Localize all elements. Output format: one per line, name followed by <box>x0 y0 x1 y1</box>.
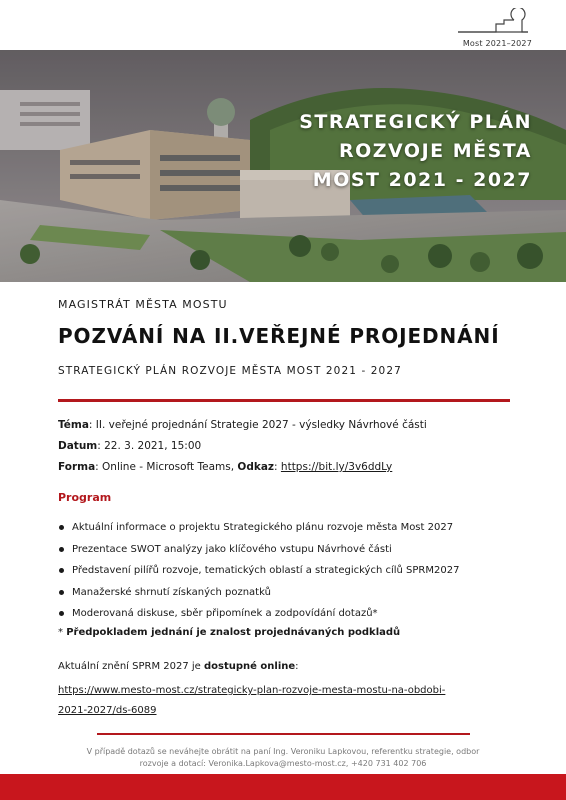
info-tema <box>58 419 427 431</box>
info-forma <box>58 461 392 473</box>
forma-label: Forma <box>58 461 96 473</box>
tema-value: : II. veřejné projednání Strategie 2027 - výsledky Návrhové části <box>88 419 427 431</box>
program-item <box>58 603 459 625</box>
hero-title-line-3: MOST 2021 - 2027 <box>312 169 532 191</box>
page-title: POZVÁNÍ NA II.VEŘEJNÉ PROJEDNÁNÍ <box>58 324 500 348</box>
odkaz-separator: : <box>274 461 281 473</box>
bottom-red-bar <box>0 774 566 800</box>
program-item <box>58 517 459 539</box>
datum-value: : 22. 3. 2021, 15:00 <box>97 440 202 452</box>
program-item-text: Moderovaná diskuse, sběr připomínek a zodpovídání dotazů* <box>72 608 378 619</box>
note-asterisk: * <box>58 627 67 638</box>
tema-label: Téma <box>58 419 89 431</box>
hero-title-line-2: ROZVOJE MĚSTA <box>338 140 532 162</box>
odkaz-label: Odkaz <box>237 461 275 473</box>
program-item-text: Prezentace SWOT analýzy jako klíčového vstupu Návrhové části <box>72 543 392 555</box>
program-heading: Program <box>58 491 112 504</box>
program-item-text: Manažerské shrnutí získaných poznatků <box>72 586 271 598</box>
logo-text: Most 2021–2027 <box>462 39 532 48</box>
online-prefix: Aktuální znění SPRM 2027 je <box>58 661 204 672</box>
organization-name: MAGISTRÁT MĚSTA MOSTU <box>58 298 228 311</box>
program-item <box>58 582 459 604</box>
footer-line-2: rozvoje a dotací: Veronika.Lapkova@mesto-most.cz, +420 731 402 706 <box>139 758 427 768</box>
online-bold: dostupné online <box>204 661 296 672</box>
hero-title-line-1: STRATEGICKÝ PLÁN <box>299 111 532 133</box>
meeting-link[interactable]: https://bit.ly/3v6ddLy <box>280 461 393 473</box>
strategy-url-line-1[interactable]: https://www.mesto-most.cz/strategicky-plan-rozvoje-mesta-mostu-na-obdobi- <box>58 685 446 696</box>
program-item-text: Představení pilířů rozvoje, tematických oblastí a strategických cílů SPRM2027 <box>72 565 460 576</box>
skyline-logo-icon <box>456 8 530 34</box>
hero-banner <box>0 50 566 282</box>
online-availability <box>58 661 299 672</box>
hero-title <box>299 108 532 195</box>
footer-line-1: V případě dotazů se neváhejte obrátit na paní Ing. Veroniku Lapkovou, referentku strategie, odbor <box>86 747 480 756</box>
page-subtitle: STRATEGICKÝ PLÁN ROZVOJE MĚSTA MOST 2021 - 2027 <box>58 365 402 377</box>
bullet-icon <box>59 611 64 616</box>
prerequisite-note <box>58 627 400 638</box>
bullet-icon <box>59 568 64 573</box>
note-text: Předpokladem jednání je znalost projednávaných podkladů <box>66 627 401 638</box>
forma-value: : Online - Microsoft Teams, <box>95 461 238 473</box>
contact-footer <box>40 746 526 769</box>
program-item-text: Aktuální informace o projektu Strategického plánu rozvoje města Most 2027 <box>72 522 454 533</box>
bullet-icon <box>59 590 64 595</box>
program-list <box>58 517 459 625</box>
bullet-icon <box>59 547 64 552</box>
red-divider-bottom <box>97 733 470 735</box>
red-divider-top <box>58 399 510 402</box>
strategy-url-line-2[interactable]: 2021-2027/ds-6089 <box>58 705 157 716</box>
program-item <box>58 539 459 561</box>
program-item <box>58 560 459 582</box>
online-suffix: : <box>295 661 299 672</box>
city-logo <box>454 8 532 48</box>
bullet-icon <box>59 525 64 530</box>
info-datum <box>58 440 201 452</box>
datum-label: Datum <box>58 440 98 452</box>
